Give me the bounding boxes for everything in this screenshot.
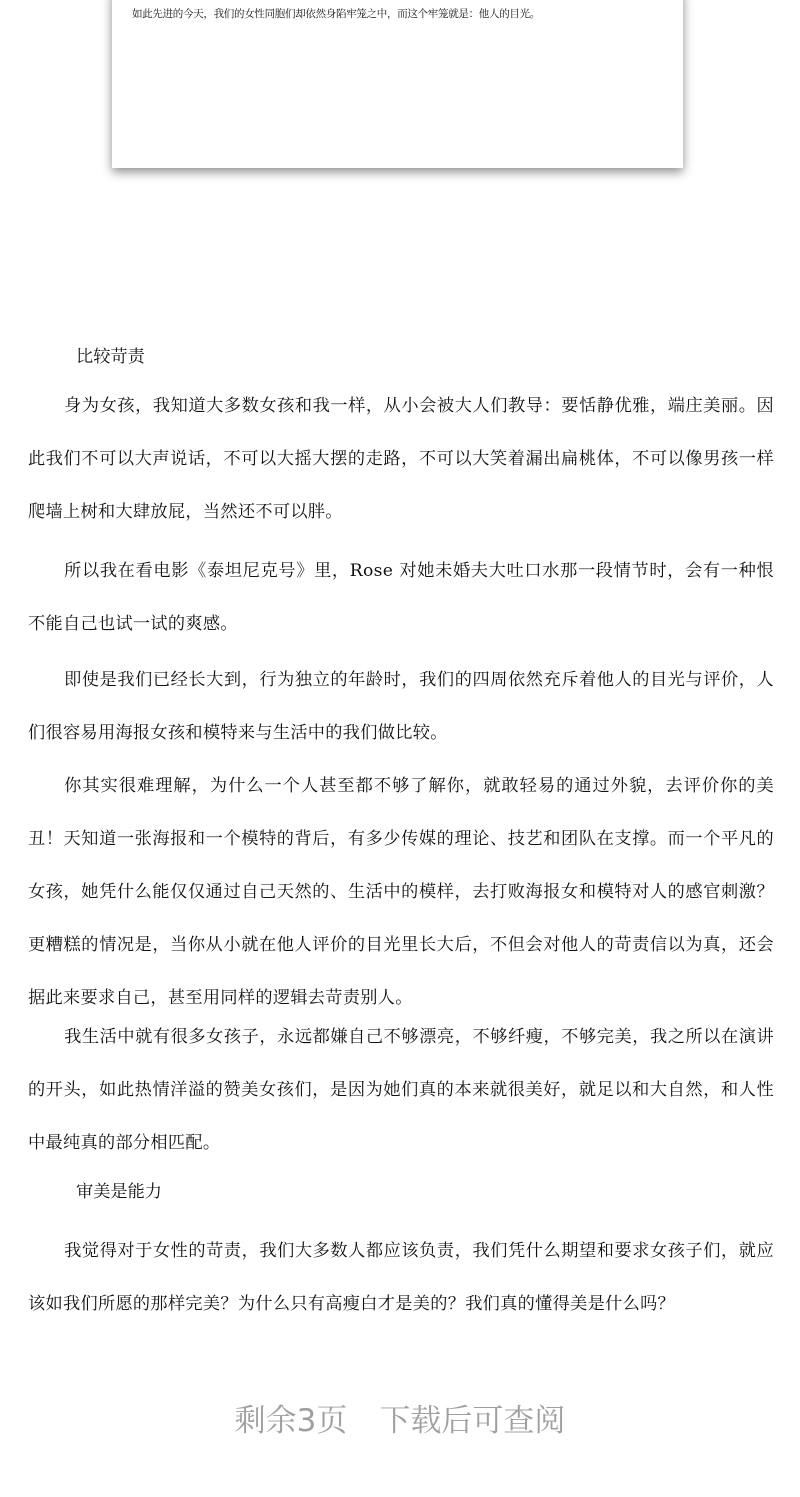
remaining-pages-label: 剩余3页	[234, 1403, 348, 1439]
paragraph: 你其实很难理解，为什么一个人甚至都不够了解你，就敢轻易的通过外貌，去评价你的美丑！天知道一张海报和一个模特的背后，有多少传媒的理论、技艺和团队在支撑。而一个平凡的女孩，她凭什么能仅仅通过自己天然的、生活中的模样，去打败海报女和模特对人的感官刺激？更糟糕的情况是，当你从小就在他人评价的目光里长大后，不但会对他人的苛责信以为真，还会据此来要求自己，甚至用同样的逻辑去苛责别人。	[28, 776, 774, 1008]
download-to-read-label[interactable]: 下载后可查阅	[379, 1403, 566, 1439]
section-heading: 审美是能力	[76, 1182, 162, 1202]
section-heading: 比较苛责	[76, 347, 145, 367]
previous-page-card	[112, 0, 683, 168]
card-text: 如此先进的今天，我们的女性同胞们却依然身陷牢笼之中，而这个牢笼就是：他人的目光。	[132, 8, 540, 20]
paragraph: 我生活中就有很多女孩子，永远都嫌自己不够漂亮，不够纤瘦，不够完美，我之所以在演讲的开头，如此热情洋溢的赞美女孩们，是因为她们真的本来就很美好，就足以和大自然，和人性中最纯真的部分相匹配。	[28, 1027, 774, 1153]
paragraph: 即使是我们已经长大到，行为独立的年龄时，我们的四周依然充斥着他人的目光与评价，人们很容易用海报女孩和模特来与生活中的我们做比较。	[28, 670, 774, 743]
paragraph: 所以我在看电影《泰坦尼克号》里，Rose 对她未婚夫大吐口水那一段情节时，会有一种恨不能自己也试一试的爽感。	[28, 561, 774, 634]
paragraph: 身为女孩，我知道大多数女孩和我一样，从小会被大人们教导：要恬静优雅，端庄美丽。因此我们不可以大声说话，不可以大摇大摆的走路，不可以大笑着漏出扁桃体，不可以像男孩一样爬墙上树和大肆放屁，当然还不可以胖。	[28, 396, 774, 522]
paragraph: 我觉得对于女性的苛责，我们大多数人都应该负责，我们凭什么期望和要求女孩子们，就应该如我们所愿的那样完美？为什么只有高瘦白才是美的？我们真的懂得美是什么吗？	[28, 1241, 774, 1314]
download-prompt[interactable]	[0, 1395, 800, 1440]
